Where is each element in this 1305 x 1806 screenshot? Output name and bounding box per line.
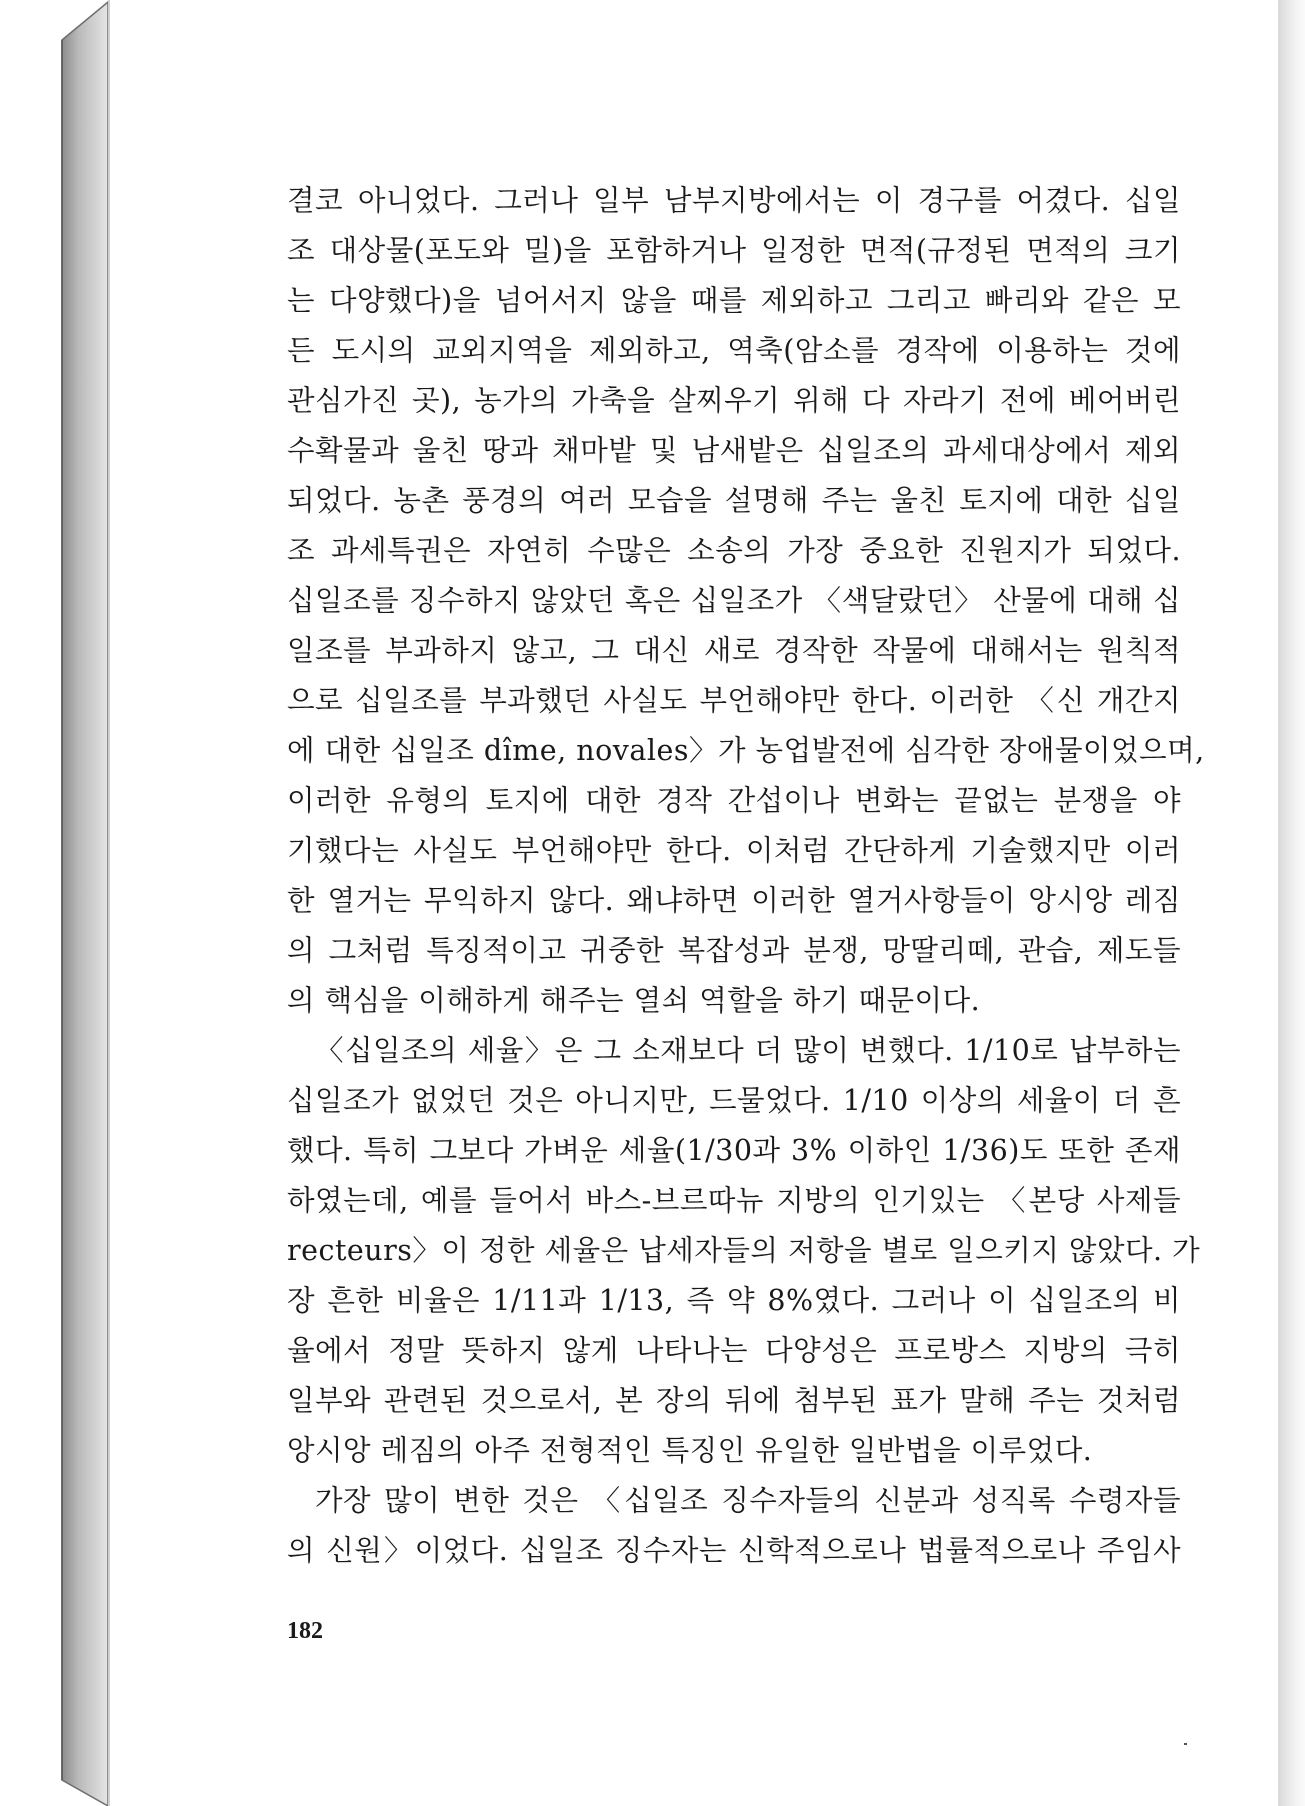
text-line: 결코 아니었다. 그러나 일부 남부지방에서는 이 경구를 어겼다. 십일: [287, 184, 1181, 217]
text-line: 의 핵심을 이해하게 해주는 열쇠 역할을 하기 때문이다.: [287, 984, 981, 1017]
text-line: recteurs〉이 정한 세율은 납세자들의 저항을 별로 일으키지 않았다. 가: [287, 1234, 1201, 1267]
text-line: 일조를 부과하지 않고, 그 대신 새로 경작한 작물에 대해서는 원칙적: [287, 634, 1181, 667]
text-line: 에 대한 십일조 dîme, novales〉가 농업발전에 심각한 장애물이었으며,: [287, 734, 1205, 767]
text-line: 으로 십일조를 부과했던 사실도 부언해야만 한다. 이러한 〈신 개간지: [287, 684, 1181, 717]
body-text: [287, 176, 1205, 1576]
text-line: 조 과세특권은 자연히 수많은 소송의 가장 중요한 진원지가 되었다.: [287, 534, 1181, 567]
text-line: 되었다. 농촌 풍경의 여러 모습을 설명해 주는 울친 토지에 대한 십일: [287, 484, 1181, 517]
text-line: 관심가진 곳), 농가의 가축을 살찌우기 위해 다 자라기 전에 베어버린: [287, 384, 1181, 417]
page-right-shadow: [1278, 0, 1305, 1806]
text-line: 율에서 정말 뜻하지 않게 나타나는 다양성은 프로방스 지방의 극히: [287, 1334, 1181, 1367]
text-line: 일부와 관련된 것으로서, 본 장의 뒤에 첨부된 표가 말해 주는 것처럼: [287, 1384, 1181, 1417]
text-line: 〈십일조의 세율〉은 그 소재보다 더 많이 변했다. 1/10로 납부하는: [315, 1034, 1181, 1067]
book-spine-edge: [0, 0, 110, 1806]
text-line: 가장 많이 변한 것은 〈십일조 징수자들의 신분과 성직록 수령자들: [315, 1484, 1181, 1517]
scan-speck: [1184, 1743, 1187, 1745]
text-line: 했다. 특히 그보다 가벼운 세율(1/30과 3% 이하인 1/36)도 또한 존재: [287, 1134, 1181, 1167]
text-line: 기했다는 사실도 부언해야만 한다. 이처럼 간단하게 기술했지만 이러: [287, 834, 1181, 867]
text-line: 는 다양했다)을 넘어서지 않을 때를 제외하고 그리고 빠리와 같은 모: [287, 284, 1181, 317]
page-number: 182: [287, 1618, 323, 1644]
text-line: 의 신원〉이었다. 십일조 징수자는 신학적으로나 법률적으로나 주임사: [287, 1534, 1181, 1567]
text-line: 십일조가 없었던 것은 아니지만, 드물었다. 1/10 이상의 세율이 더 흔: [287, 1084, 1181, 1117]
text-line: 든 도시의 교외지역을 제외하고, 역축(암소를 경작에 이용하는 것에: [287, 334, 1181, 367]
text-line: 장 흔한 비율은 1/11과 1/13, 즉 약 8%였다. 그러나 이 십일조의 비: [287, 1284, 1181, 1317]
text-line: 이러한 유형의 토지에 대한 경작 간섭이나 변화는 끝없는 분쟁을 야: [287, 784, 1181, 817]
text-line: 한 열거는 무익하지 않다. 왜냐하면 이러한 열거사항들이 앙시앙 레짐: [287, 884, 1181, 917]
text-line: 십일조를 징수하지 않았던 혹은 십일조가 〈색달랐던〉 산물에 대해 십: [287, 584, 1181, 617]
text-line: 수확물과 울친 땅과 채마밭 및 남새밭은 십일조의 과세대상에서 제외: [287, 434, 1181, 467]
text-line: 의 그처럼 특징적이고 귀중한 복잡성과 분쟁, 망딸리떼, 관습, 제도들: [287, 934, 1181, 967]
text-line: 앙시앙 레짐의 아주 전형적인 특징인 유일한 일반법을 이루었다.: [287, 1434, 1093, 1467]
text-line: 조 대상물(포도와 밀)을 포함하거나 일정한 면적(규정된 면적의 크기: [287, 234, 1181, 267]
text-line: 하였는데, 예를 들어서 바스-브르따뉴 지방의 인기있는 〈본당 사제들: [287, 1184, 1181, 1217]
